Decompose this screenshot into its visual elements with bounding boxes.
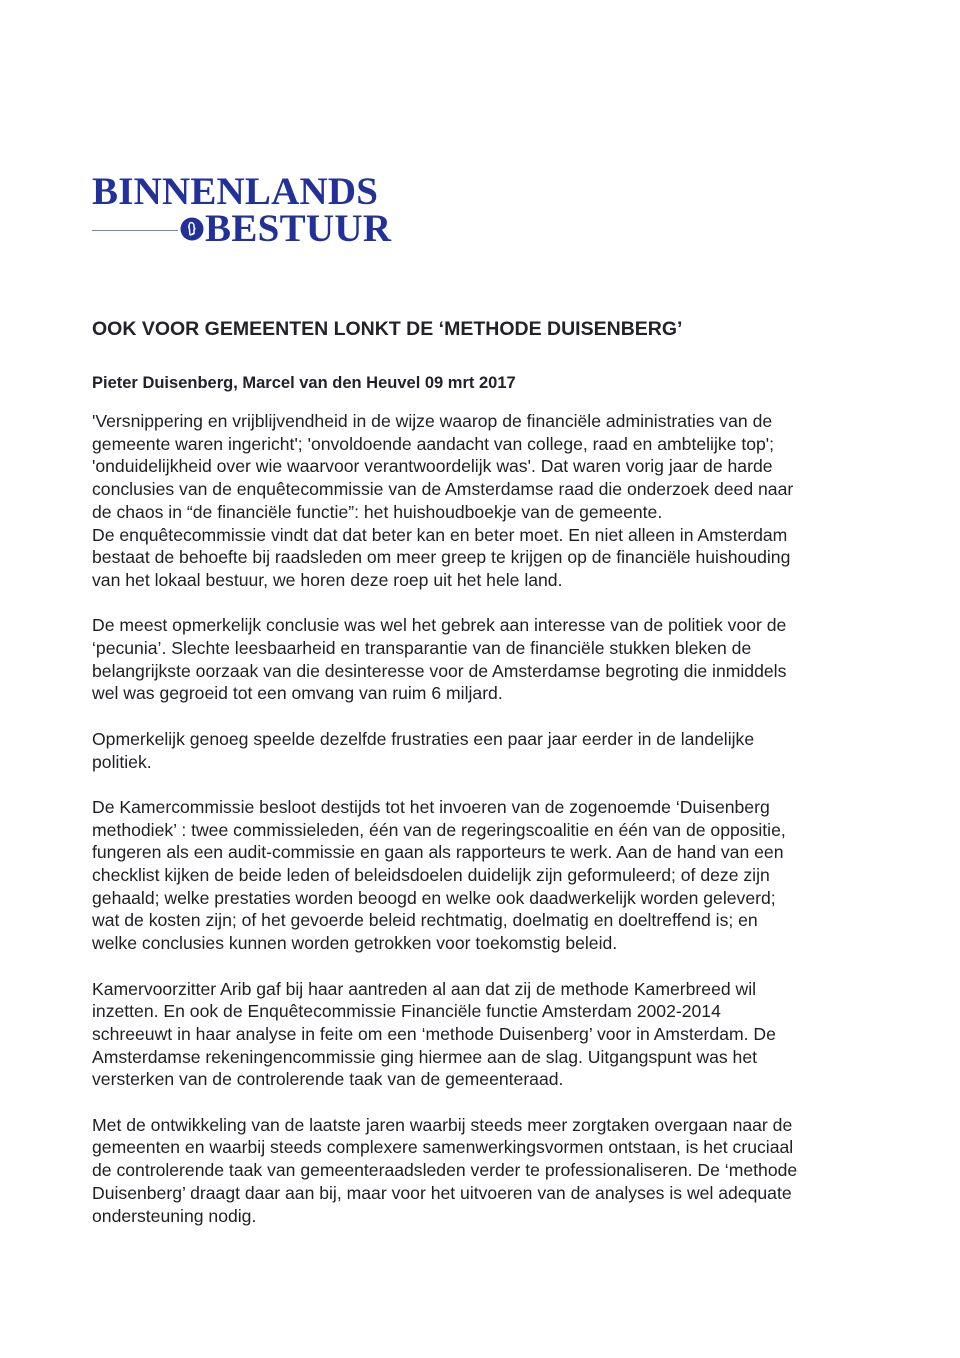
article-byline: Pieter Duisenberg, Marcel van den Heuvel 09 mrt 2017 <box>92 374 516 392</box>
text-line: De meest opmerkelijk conclusie was wel het gebrek aan interesse van de politiek voor de <box>92 615 787 636</box>
text-line: fungeren als een audit-commissie en gaan als rapporteurs te werk. Aan de hand van een <box>92 842 784 863</box>
text-line: de controlerende taak van gemeenteraadsleden verder te professionaliseren. De ‘methode <box>92 1160 798 1181</box>
article-paragraph-6 <box>92 1114 892 1228</box>
text-line: De enquêtecommissie vindt dat dat beter kan en beter moet. En niet alleen in Amsterdam <box>92 524 788 545</box>
article-body <box>92 410 892 1250</box>
netherlands-profile-emblem-icon <box>180 217 204 241</box>
text-line: gemeenten en waarbij steeds complexere samenwerkingsvormen ontstaan, is het cruciaal <box>92 1137 794 1158</box>
text-line: gehaald; welke prestaties worden beoogd en welke ook daadwerkelijk worden geleverd; <box>92 887 776 908</box>
logo-row2 <box>92 207 392 250</box>
text-line: bestaat de behoefte bij raadsleden om meer greep te krijgen op de financiële huishouding <box>92 547 791 568</box>
text-line: checklist kijken de beide leden of beleidsdoelen duidelijk zijn geformuleerd; of deze zijn <box>92 865 770 886</box>
text-line: ‘pecunia’. Slechte leesbaarheid en transparantie van de financiële stukken bleken de <box>92 638 752 659</box>
article-paragraph-2 <box>92 614 892 705</box>
text-line: de chaos in “de financiële functie”: het huishoudboekje van de gemeente. <box>92 501 663 522</box>
text-line: schreeuwt in haar analyse in feite om een ‘methode Duisenberg’ voor in Amsterdam. De <box>92 1023 776 1044</box>
text-line: Met de ontwikkeling van de laatste jaren waarbij steeds meer zorgtaken overgaan naar de <box>92 1114 793 1135</box>
binnenlands-bestuur-logo <box>92 170 422 250</box>
text-line: van het lokaal bestuur, we horen deze roep uit het hele land. <box>92 569 563 590</box>
article-title: OOK VOOR GEMEENTEN LONKT DE ‘METHODE DUISENBERG’ <box>92 318 683 340</box>
text-line: wel was gegroeid tot een omvang van ruim 6 miljard. <box>92 683 503 704</box>
text-line: belangrijkste oorzaak van die desinteresse voor de Amsterdamse begroting die inmiddels <box>92 660 787 681</box>
text-line: conclusies van de enquêtecommissie van de Amsterdamse raad die onderzoek deed naar <box>92 479 794 500</box>
text-line: wat de kosten zijn; of het gevoerde beleid rechtmatig, doelmatig en doeltreffend is; en <box>92 910 758 931</box>
logo-wordmark-line1: BINNENLANDS <box>92 170 379 213</box>
text-line: politiek. <box>92 751 152 772</box>
logo-wordmark-line2: BESTUUR <box>205 207 392 250</box>
text-line: Amsterdamse rekeningencommissie ging hiermee aan de slag. Uitgangspunt was het <box>92 1046 758 1067</box>
logo-rule-divider <box>92 230 178 231</box>
text-line: welke conclusies kunnen worden getrokken voor toekomstig beleid. <box>92 933 618 954</box>
text-line: gemeente waren ingericht'; 'onvoldoende aandacht van college, raad en ambtelijke top'; <box>92 433 775 454</box>
article-paragraph-5 <box>92 978 892 1092</box>
text-line: De Kamercommissie besloot destijds tot het invoeren van de zogenoemde ‘Duisenberg <box>92 796 770 817</box>
text-line: inzetten. En ook de Enquêtecommissie Financiële functie Amsterdam 2002-2014 <box>92 1001 721 1022</box>
text-line: Kamervoorzitter Arib gaf bij haar aantreden al aan dat zij de methode Kamerbreed wil <box>92 978 757 999</box>
article-paragraph-4 <box>92 796 892 955</box>
article-paragraph-3 <box>92 728 892 773</box>
text-line: versterken van de controlerende taak van de gemeenteraad. <box>92 1069 564 1090</box>
article-paragraph-1 <box>92 410 892 592</box>
text-line: 'Versnippering en vrijblijvendheid in de wijze waarop de financiële administraties van de <box>92 411 773 431</box>
text-line: methodiek’ : twee commissieleden, één van de regeringscoalitie en één van de oppositie, <box>92 819 786 840</box>
text-line: Opmerkelijk genoeg speelde dezelfde frustraties een paar jaar eerder in de landelijke <box>92 728 755 749</box>
text-line: ondersteuning nodig. <box>92 1205 257 1226</box>
text-line: 'onduidelijkheid over wie waarvoor verantwoordelijk was'. Dat waren vorig jaar de harde <box>92 456 773 477</box>
text-line: Duisenberg’ draagt daar aan bij, maar voor het uitvoeren van de analyses is wel adequate <box>92 1182 792 1203</box>
